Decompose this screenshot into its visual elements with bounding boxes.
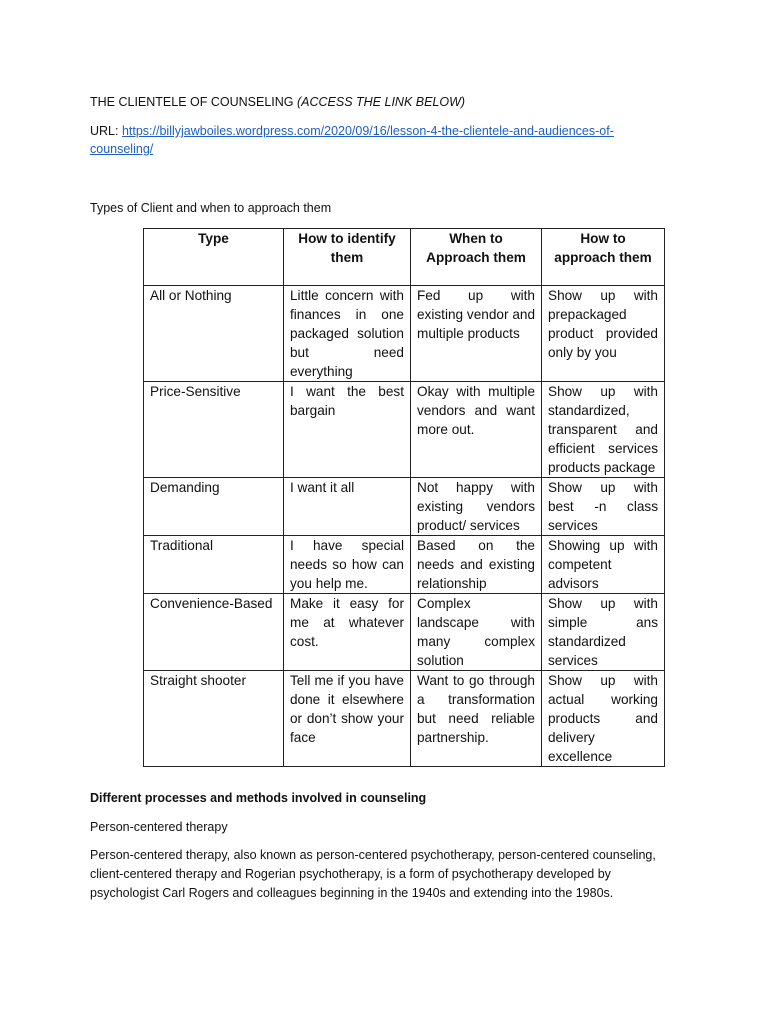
table-row <box>144 671 665 767</box>
cell-identify: I want the best bargain <box>284 382 411 478</box>
header-when: When to Approach them <box>411 229 542 286</box>
url-label: URL: <box>90 124 122 138</box>
cell-identify: Tell me if you have done it elsewhere or don’t show your face <box>284 671 411 767</box>
pct-paragraph: Person-centered therapy, also known as person-centered psychotherapy, person-centered counseling, client-centered therapy and Rogerian psychotherapy, is a form of psychotherapy developed by psychologist Carl Rogers and colleagues beginning in the 1940s and extending into the 1980s. <box>90 848 656 900</box>
cell-how: Show up with actual working products and delivery excellence <box>542 671 665 767</box>
cell-when: Complex landscape with many complex solution <box>411 594 542 671</box>
url-link[interactable]: https://billyjawboiles.wordpress.com/2020/09/16/lesson-4-the-clientele-and-audiences-of-counseling/ <box>90 124 614 156</box>
types-heading: Types of Client and when to approach them <box>90 201 332 215</box>
header-type: Type <box>144 229 284 286</box>
cell-identify: I want it all <box>284 478 411 536</box>
document-title <box>90 93 465 111</box>
cell-when: Okay with multiple vendors and want more out. <box>411 382 542 478</box>
cell-identify: I have special needs so how can you help me. <box>284 536 411 594</box>
pct-heading: Person-centered therapy <box>90 820 228 834</box>
cell-type: Straight shooter <box>144 671 284 767</box>
table-row <box>144 536 665 594</box>
cell-identify: Make it easy for me at whatever cost. <box>284 594 411 671</box>
cell-when: Based on the needs and existing relationship <box>411 536 542 594</box>
header-how: How to approach them <box>542 229 665 286</box>
cell-type: All or Nothing <box>144 286 284 382</box>
cell-how: Show up with best -n class services <box>542 478 665 536</box>
title-main: THE CLIENTELE OF COUNSELING <box>90 95 297 109</box>
cell-how: Show up with simple ans standardized services <box>542 594 665 671</box>
title-note: (ACCESS THE LINK BELOW) <box>296 95 466 109</box>
table-row <box>144 382 665 478</box>
table-row <box>144 286 665 382</box>
table-row <box>144 594 665 671</box>
cell-when: Fed up with existing vendor and multiple products <box>411 286 542 382</box>
table-header-row <box>144 229 665 286</box>
cell-type: Convenience-Based <box>144 594 284 671</box>
client-types-table <box>143 228 665 767</box>
cell-identify: Little concern with finances in one packaged solution but need everything <box>284 286 411 382</box>
cell-when: Want to go through a transformation but need reliable partnership. <box>411 671 542 767</box>
table-row <box>144 478 665 536</box>
processes-heading: Different processes and methods involved in counseling <box>90 791 427 805</box>
cell-type: Price-Sensitive <box>144 382 284 478</box>
cell-type: Traditional <box>144 536 284 594</box>
cell-when: Not happy with existing vendors product/ services <box>411 478 542 536</box>
cell-type: Demanding <box>144 478 284 536</box>
cell-how: Showing up with competent advisors <box>542 536 665 594</box>
header-identify: How to identify them <box>284 229 411 286</box>
cell-how: Show up with prepackaged product provided only by you <box>542 286 665 382</box>
url-line <box>90 122 650 158</box>
cell-how: Show up with standardized, transparent and efficient services products package <box>542 382 665 478</box>
